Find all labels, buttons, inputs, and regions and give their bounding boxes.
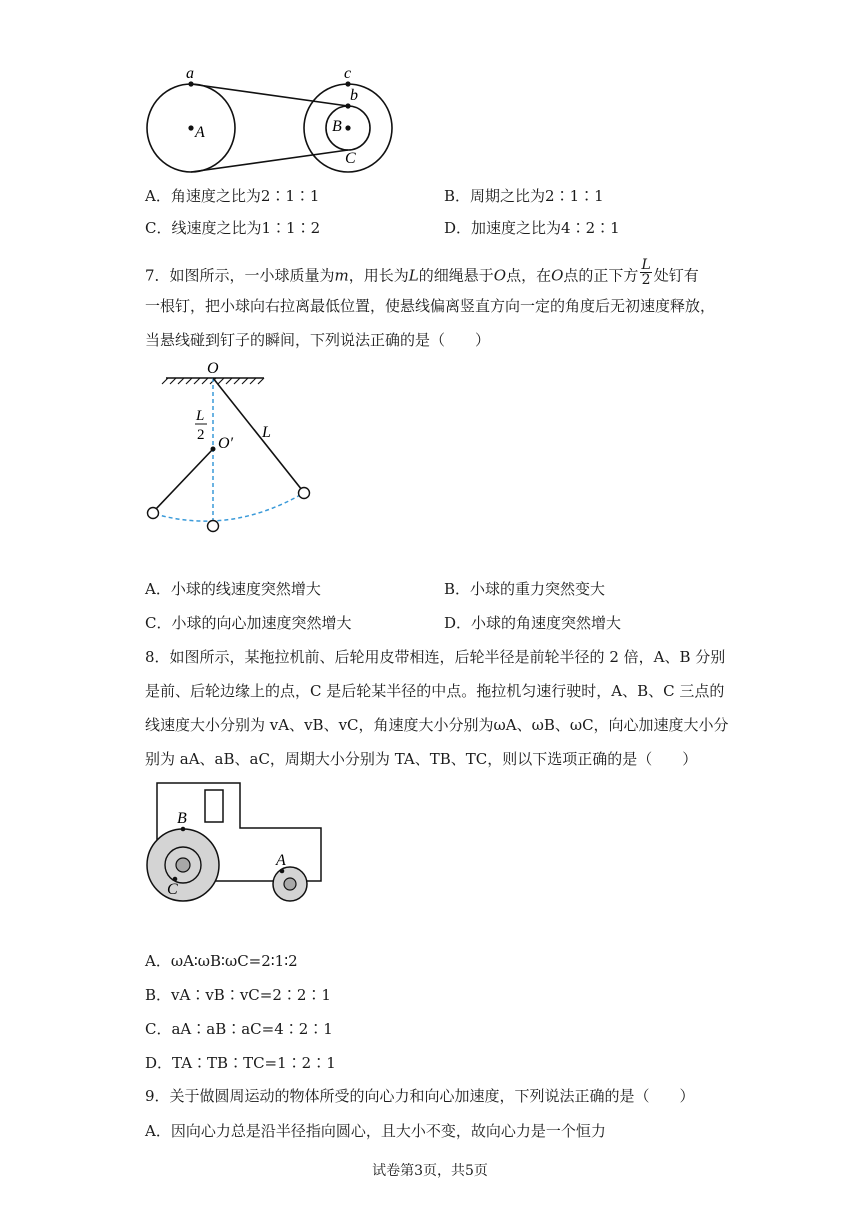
point-A	[280, 869, 285, 874]
q7-fraction	[640, 258, 651, 287]
label-c: c	[344, 65, 352, 82]
point-B	[181, 827, 186, 832]
q6-option-c: C．线速度之比为1∶1∶2	[145, 219, 321, 237]
q8-stem-line2: 是前、后轮边缘上的点，C 是后轮某半径的中点。拖拉机匀速行驶时，A、B、C 三点的	[145, 682, 725, 700]
label-O: O	[207, 360, 219, 377]
q8-stem-line3: 线速度大小分别为 vA、vB、vC，角速度大小分别为ωA、ωB、ωC，向心加速度大小分	[145, 716, 729, 734]
string-left	[155, 449, 213, 510]
string-right	[213, 378, 302, 490]
q7-stem-line3: 当悬线碰到钉子的瞬间，下列说法正确的是（ ）	[145, 331, 491, 349]
q7-option-d: D．小球的角速度突然增大	[444, 614, 622, 632]
label-B: B	[177, 810, 187, 827]
label-A: A	[276, 852, 286, 869]
label-A: A	[195, 124, 205, 141]
label-a: a	[186, 65, 194, 82]
ball-bottom	[208, 521, 219, 532]
q7-text-1: 7．如图所示，一小球质量为	[145, 266, 335, 285]
q7-var-L: L	[408, 266, 419, 285]
q7-stem-line2: 一根钉，把小球向右拉离最低位置，使悬线偏离竖直方向一定的角度后无初速度释放，	[145, 297, 716, 315]
q7-text-6: 处钉有	[653, 266, 699, 285]
swing-arc	[155, 494, 302, 521]
q6-option-d: D．加速度之比为4∶2∶1	[444, 219, 620, 237]
q6-option-b: B．周期之比为2∶1∶1	[444, 187, 604, 205]
label-C: C	[167, 881, 178, 898]
label-b: b	[350, 87, 358, 104]
ball-right	[299, 488, 310, 499]
rear-wheel-hub	[176, 858, 190, 872]
front-wheel-hub	[284, 878, 296, 890]
label-L-half-num: L	[196, 408, 205, 424]
q9-option-a: A．因向心力总是沿半径指向圆心，且大小不变，故向心力是一个恒力	[145, 1122, 606, 1140]
tractor-window	[205, 790, 223, 822]
q7-text-4: 点，在	[506, 266, 552, 285]
q7-option-c: C．小球的向心加速度突然增大	[145, 614, 352, 632]
point-b	[345, 103, 350, 108]
q7-frac-num: L	[641, 257, 651, 273]
q7-var-O: O	[493, 266, 507, 285]
tractor-figure	[140, 778, 330, 908]
q8-option-b: B．vA∶vB∶vC=2∶2∶1	[145, 986, 331, 1004]
q7-var-m: m	[334, 266, 349, 285]
nail-dot	[211, 447, 216, 452]
q8-stem-line1: 8．如图所示，某拖拉机前、后轮用皮带相连，后轮半径是前轮半径的 2 倍，A、B 分别	[145, 648, 726, 666]
q7-text-2: ，用长为	[348, 266, 409, 285]
q8-option-a: A．ωA∶ωB∶ωC=2∶1∶2	[145, 952, 298, 970]
q7-var-O2: O	[551, 266, 564, 285]
q8-option-d: D．TA∶TB∶TC=1∶2∶1	[145, 1054, 336, 1072]
label-L: L	[262, 424, 271, 441]
page-footer: 试卷第3页，共5页	[372, 1163, 488, 1179]
point-c	[345, 81, 350, 86]
q7-text-3: 的细绳悬于	[418, 266, 494, 285]
pulley-figure	[140, 62, 400, 182]
q7-text-5: 点的正下方	[563, 266, 639, 285]
point-A-center	[188, 125, 193, 130]
q7-stem-line1	[145, 257, 699, 291]
label-L-half-den: 2	[197, 427, 205, 443]
ball-left	[148, 508, 159, 519]
label-B: B	[332, 118, 342, 135]
label-C: C	[345, 150, 356, 167]
pendulum-figure	[140, 360, 320, 540]
q7-frac-den: 2	[641, 272, 651, 288]
q7-option-b: B．小球的重力突然变大	[444, 580, 606, 598]
point-a	[188, 81, 193, 86]
q9-stem: 9．关于做圆周运动的物体所受的向心力和向心加速度，下列说法正确的是（ ）	[145, 1087, 695, 1105]
label-O-prime: O′	[218, 435, 234, 452]
q7-option-a: A．小球的线速度突然增大	[145, 580, 321, 598]
point-B-center	[345, 125, 350, 130]
belt-bottom	[191, 150, 348, 172]
q6-option-a: A．角速度之比为2∶1∶1	[145, 187, 320, 205]
q8-stem-line4: 别为 aA、aB、aC，周期大小分别为 TA、TB、TC，则以下选项正确的是（ ）	[145, 750, 698, 768]
q8-option-c: C．aA∶aB∶aC=4∶2∶1	[145, 1020, 333, 1038]
belt-top	[191, 84, 348, 106]
